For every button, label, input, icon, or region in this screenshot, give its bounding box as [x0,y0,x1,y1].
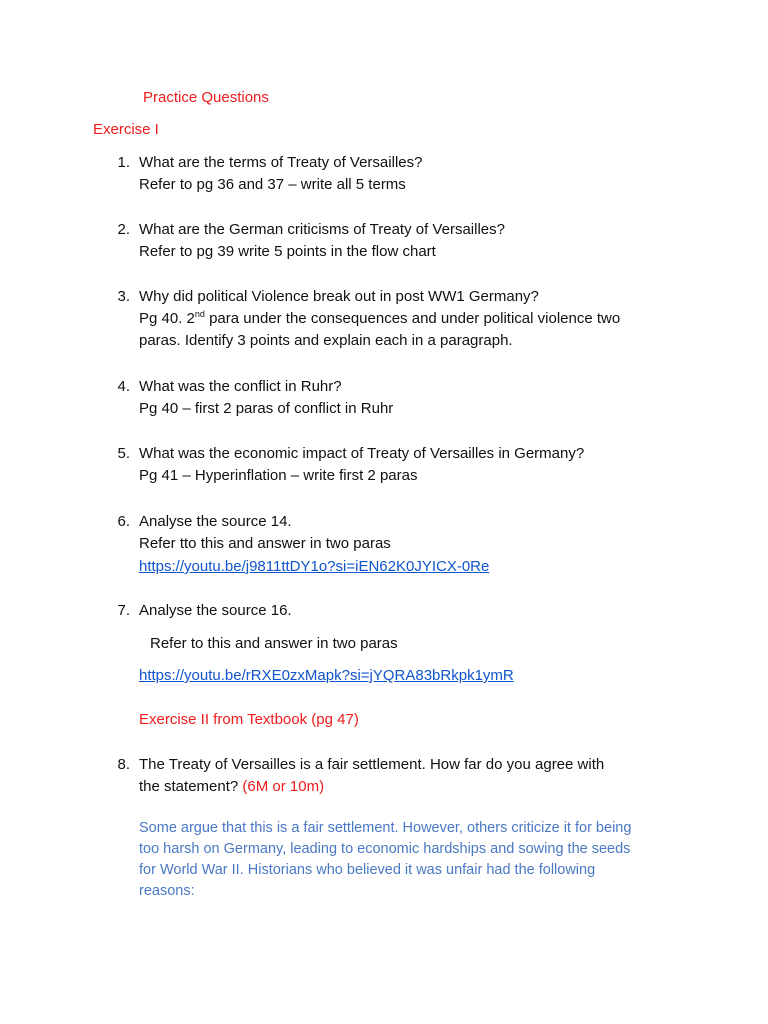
question-text: Analyse the source 16. [139,602,292,619]
answer-line: too harsh on Germany, leading to economic hardships and sowing the seeds [139,841,631,857]
instruction-part: Pg 40. 2 [139,310,195,327]
question-number: 1. [117,154,130,171]
question-text-end: the statement? [139,778,239,795]
question-text: Analyse the source 14. [139,513,292,530]
question-instruction [139,308,620,330]
question-number: 3. [117,288,130,305]
question-number: 4. [117,378,130,395]
marks-badge: (6M or 10m) [242,778,325,795]
answer-line: reasons: [139,883,195,899]
question-instruction: Refer tto this and answer in two paras [139,535,391,552]
youtube-link-source-16[interactable]: https://youtu.be/rRXE0zxMapk?si=jYQRA83bRkpk1ymR [139,667,514,684]
question-text: What was the economic impact of Treaty of Versailles in Germany? [139,445,585,462]
answer-line: Some argue that this is a fair settlement. However, others criticize it for being [139,820,632,836]
question-number: 2. [117,221,130,238]
question-instruction: paras. Identify 3 points and explain each in a paragraph. [139,332,513,349]
question-text: Why did political Violence break out in post WW1 Germany? [139,288,539,305]
exercise-2-heading: Exercise II from Textbook (pg 47) [139,711,359,728]
question-instruction: Refer to pg 36 and 37 – write all 5 terms [139,176,406,193]
ordinal-superscript: nd [194,309,205,319]
question-number: 5. [117,445,130,462]
page-title: Practice Questions [143,89,269,106]
youtube-link-source-14[interactable]: https://youtu.be/j9811ttDY1o?si=iEN62K0JYICX-0Re [139,558,490,575]
question-text: What are the German criticisms of Treaty of Versailles? [139,221,505,238]
question-text: The Treaty of Versailles is a fair settlement. How far do you agree with [139,756,605,773]
question-number: 7. [117,602,130,619]
question-instruction: Refer to this and answer in two paras [150,635,398,652]
question-number: 8. [117,756,130,773]
question-instruction: Refer to pg 39 write 5 points in the flow chart [139,243,436,260]
question-instruction: Pg 40 – first 2 paras of conflict in Ruhr [139,400,394,417]
question-number: 6. [117,513,130,530]
answer-line: for World War II. Historians who believed it was unfair had the following [139,862,596,878]
exercise-1-heading: Exercise I [93,121,159,138]
instruction-part: para under the consequences and under political violence two [204,310,621,327]
question-text: What was the conflict in Ruhr? [139,378,342,395]
question-text [139,776,324,798]
question-instruction: Pg 41 – Hyperinflation – write first 2 paras [139,467,418,484]
question-text: What are the terms of Treaty of Versailles? [139,154,423,171]
